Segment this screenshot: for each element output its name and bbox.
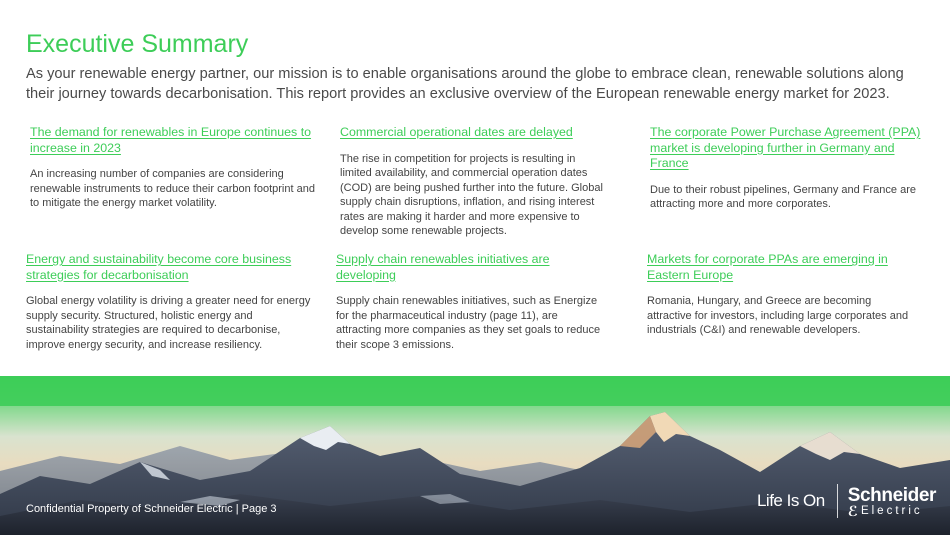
summary-card-ppa-market xyxy=(650,125,928,212)
footer-confidential-note: Confidential Property of Schneider Electric | Page 3 xyxy=(26,503,277,515)
logo-wordmark-top: Schneider xyxy=(847,484,936,506)
page-title: Executive Summary xyxy=(26,30,249,58)
card-heading[interactable]: The demand for renewables in Europe continues to increase in 2023 xyxy=(30,125,312,155)
card-body: Due to their robust pipelines, Germany and France are attracting more and more corporates. xyxy=(650,183,916,211)
summary-card-cod-delayed xyxy=(340,125,610,239)
intro-paragraph: As your renewable energy partner, our mission is to enable organisations around the globe to embrace clean, renewable solutions along their journey towards decarbonisation. This report provides an exclusive overview of the European renewable energy market for 2023. xyxy=(26,66,904,102)
card-body: Supply chain renewables initiatives, such as Energize for the pharmaceutical industry (page 11), are attracting more companies as they set goals to reduce their scope 3 emissions. xyxy=(336,295,601,351)
brand-lockup xyxy=(757,484,936,518)
card-heading[interactable]: Energy and sustainability become core business strategies for decarbonisation xyxy=(26,252,292,282)
logo-wordmark-bottom: Electric xyxy=(860,504,923,517)
brand-divider xyxy=(837,484,838,518)
card-heading[interactable]: The corporate Power Purchase Agreement (PPA) market is developing further in Germany and France xyxy=(650,125,921,170)
summary-card-eastern-europe xyxy=(647,252,917,338)
card-heading[interactable]: Supply chain renewables initiatives are developing xyxy=(336,252,550,282)
card-heading[interactable]: Markets for corporate PPAs are emerging in Eastern Europe xyxy=(647,252,888,282)
card-body: An increasing number of companies are considering renewable instruments to reduce their carbon footprint and to mitigate the energy market volatility. xyxy=(30,168,315,210)
summary-card-sustainability xyxy=(26,252,311,352)
tagline: Life Is On xyxy=(756,491,825,510)
summary-card-demand xyxy=(30,125,315,211)
card-body: Global energy volatility is driving a greater need for energy supply security. Structured, holistic energy and sustainability strategies are required to decarbonise, improve energy security, and increase resiliency. xyxy=(26,295,311,351)
card-body: The rise in competition for projects is resulting in limited availability, and commercial operation dates (COD) are being pushed further into the future. Global supply chain disruptions, inflation, and rising interest rates are making it harder and more expensive to develop some renewable projects. xyxy=(340,152,603,238)
card-body: Romania, Hungary, and Greece are becoming attractive for investors, including large corporates and industrials (C&I) and renewable developers. xyxy=(647,295,909,337)
logo-mark-icon: ℰ xyxy=(847,502,858,519)
summary-card-supply-chain xyxy=(336,252,606,352)
card-heading[interactable]: Commercial operational dates are delayed xyxy=(340,125,573,139)
schneider-electric-logo xyxy=(848,486,936,517)
